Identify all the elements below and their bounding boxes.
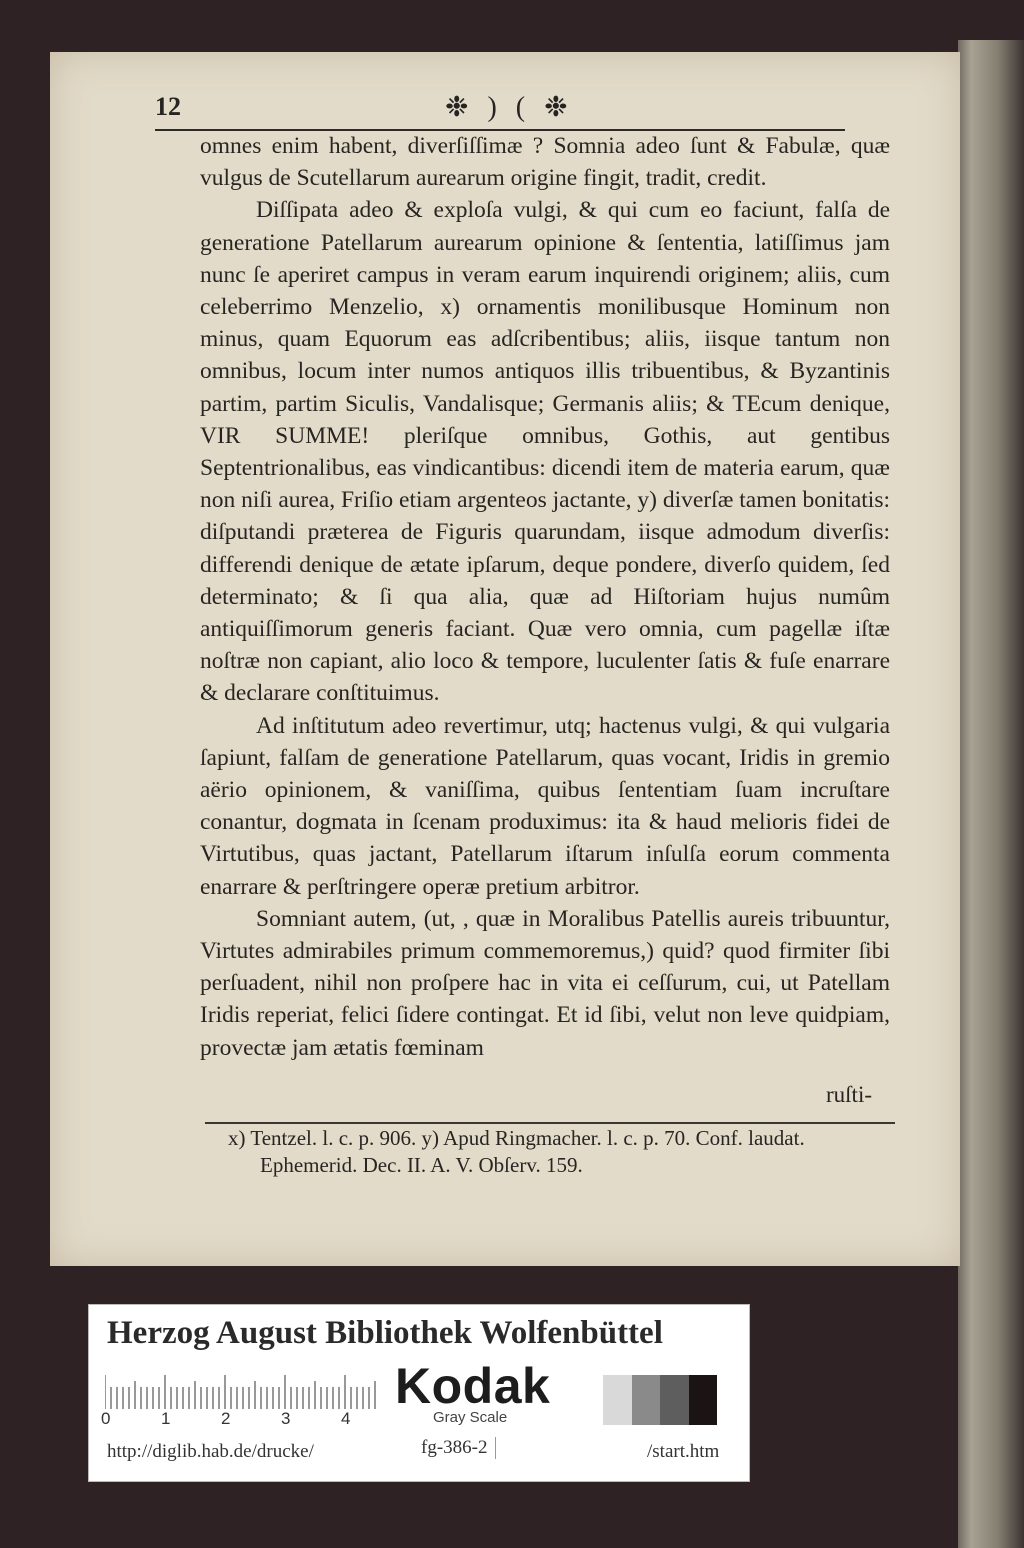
gray-patch (660, 1375, 688, 1425)
book-spine (958, 40, 1024, 1548)
catchword: ruſti- (826, 1082, 872, 1107)
source-url[interactable]: http://diglib.hab.de/drucke/ (107, 1441, 314, 1462)
ruler-number: 1 (161, 1409, 171, 1428)
body-text (200, 130, 890, 1064)
footnote-line-2: Ephemerid. Dec. II. A. V. Obſerv. 159. (260, 1153, 583, 1177)
running-head: ❉ ) ( ❉ (445, 92, 574, 123)
page-number: 12 (155, 92, 181, 121)
paragraph-1: omnes enim habent, diverſiſſimæ ? Somnia adeo ſunt & Fabulæ, quæ vulgus de Scutellarum aurearum origine fingit, tradit, credit. (200, 133, 890, 192)
ruler-number: 4 (341, 1409, 351, 1428)
footnote (228, 1125, 888, 1179)
page-header (155, 92, 845, 126)
ruler-numbers (101, 1409, 385, 1429)
gray-patch (632, 1375, 660, 1425)
paragraph-2: Diſſipata adeo & exploſa vulgi, & qui cum eo faciunt, falſa de generatione Patellarum aurearum opinione & ſententia, latiſſimus jam nunc ſe aperiret campus in veram earum inquirendi originem; aliis, cum celeberrimo Menzelio, x) ornamentis monilibusque Hominum non minus, quam Equorum eas adſcribentibus; aliis, iisque tantum non omnibus, locum inter numos antiquos illis tribuentibus, & Byzantinis partim, partim Siculis, Vandalisque; Germanis aliis; & TEcum denique, VIR SUMME! pleriſque omnibus, Gothis, aut gentibus Septentrionalibus, eas vindicantibus: dicendi item de materia earum, quæ non niſi aurea, Friſio etiam argenteos jactante, y) diverſæ tamen bonitatis: diſputandi præterea de Figuris quarundam, iisque admodum diverſis: differendi denique de ætate ipſarum, deque pondere, diverſo quidem, ſed determinato; & ſi qua alia, quæ ad Hiſtoriam hujus numûm antiquiſſimorum generis faciant. Quæ vero omnia, cum pagellæ iſtæ noſtræ non capiant, alio loco & tempore, luculenter ſatis & fuſe enarrare & declarare conſtituimus. (200, 197, 891, 707)
paragraph-4: Somniant autem, (ut, , quæ in Moralibus Patellis aureis tribuuntur, Virtutes admirabiles primum commemoremus,) quid? quod firmiter ſibi perſuadent, nihil non proſpere hac in vita ei ceſſurum, cui, ut Patellam Iridis reperiat, felici ſidere contingat. Et id ſibi, velut non leve quidpiam, provectæ jam ætatis fœminam (200, 905, 890, 1061)
ruler-number: 3 (281, 1409, 291, 1428)
ruler-scale (105, 1373, 377, 1411)
library-name: Herzog August Bibliothek Wolfenbüttel (107, 1315, 663, 1351)
ruler-number: 2 (221, 1409, 231, 1428)
document-id: fg-386-2 (421, 1437, 496, 1459)
gray-scale-label: Gray Scale (433, 1409, 508, 1426)
gray-patch (689, 1375, 717, 1425)
brand-logo: Kodak (395, 1358, 551, 1414)
footnote-rule (205, 1122, 895, 1124)
ruler-number: 0 (101, 1409, 111, 1428)
footnote-line-1: x) Tentzel. l. c. p. 906. y) Apud Ringmacher. l. c. p. 70. Conf. laudat. (228, 1126, 805, 1150)
gray-scale-patches (575, 1375, 717, 1425)
paragraph-3: Ad inſtitutum adeo revertimur, utq; hactenus vulgi, & qui vulgaria ſapiunt, falſam de generatione Patellarum, quas vocant, Iridis in gremio aërio opinionem, & vaniſſima, quibus ſententiam ſuam incruſtare conantur, dogmata in ſcenam produximus: ita & haud melioris fidei de Virtutibus, quas jactant, Patellarum iſtarum inſulſa eorum commenta enarrare & perſtringere operæ pretium arbitror. (200, 712, 890, 900)
gray-patch (603, 1375, 631, 1425)
gray-patch (575, 1375, 603, 1425)
start-url[interactable]: /start.htm (647, 1441, 720, 1462)
color-target-card (88, 1304, 750, 1482)
